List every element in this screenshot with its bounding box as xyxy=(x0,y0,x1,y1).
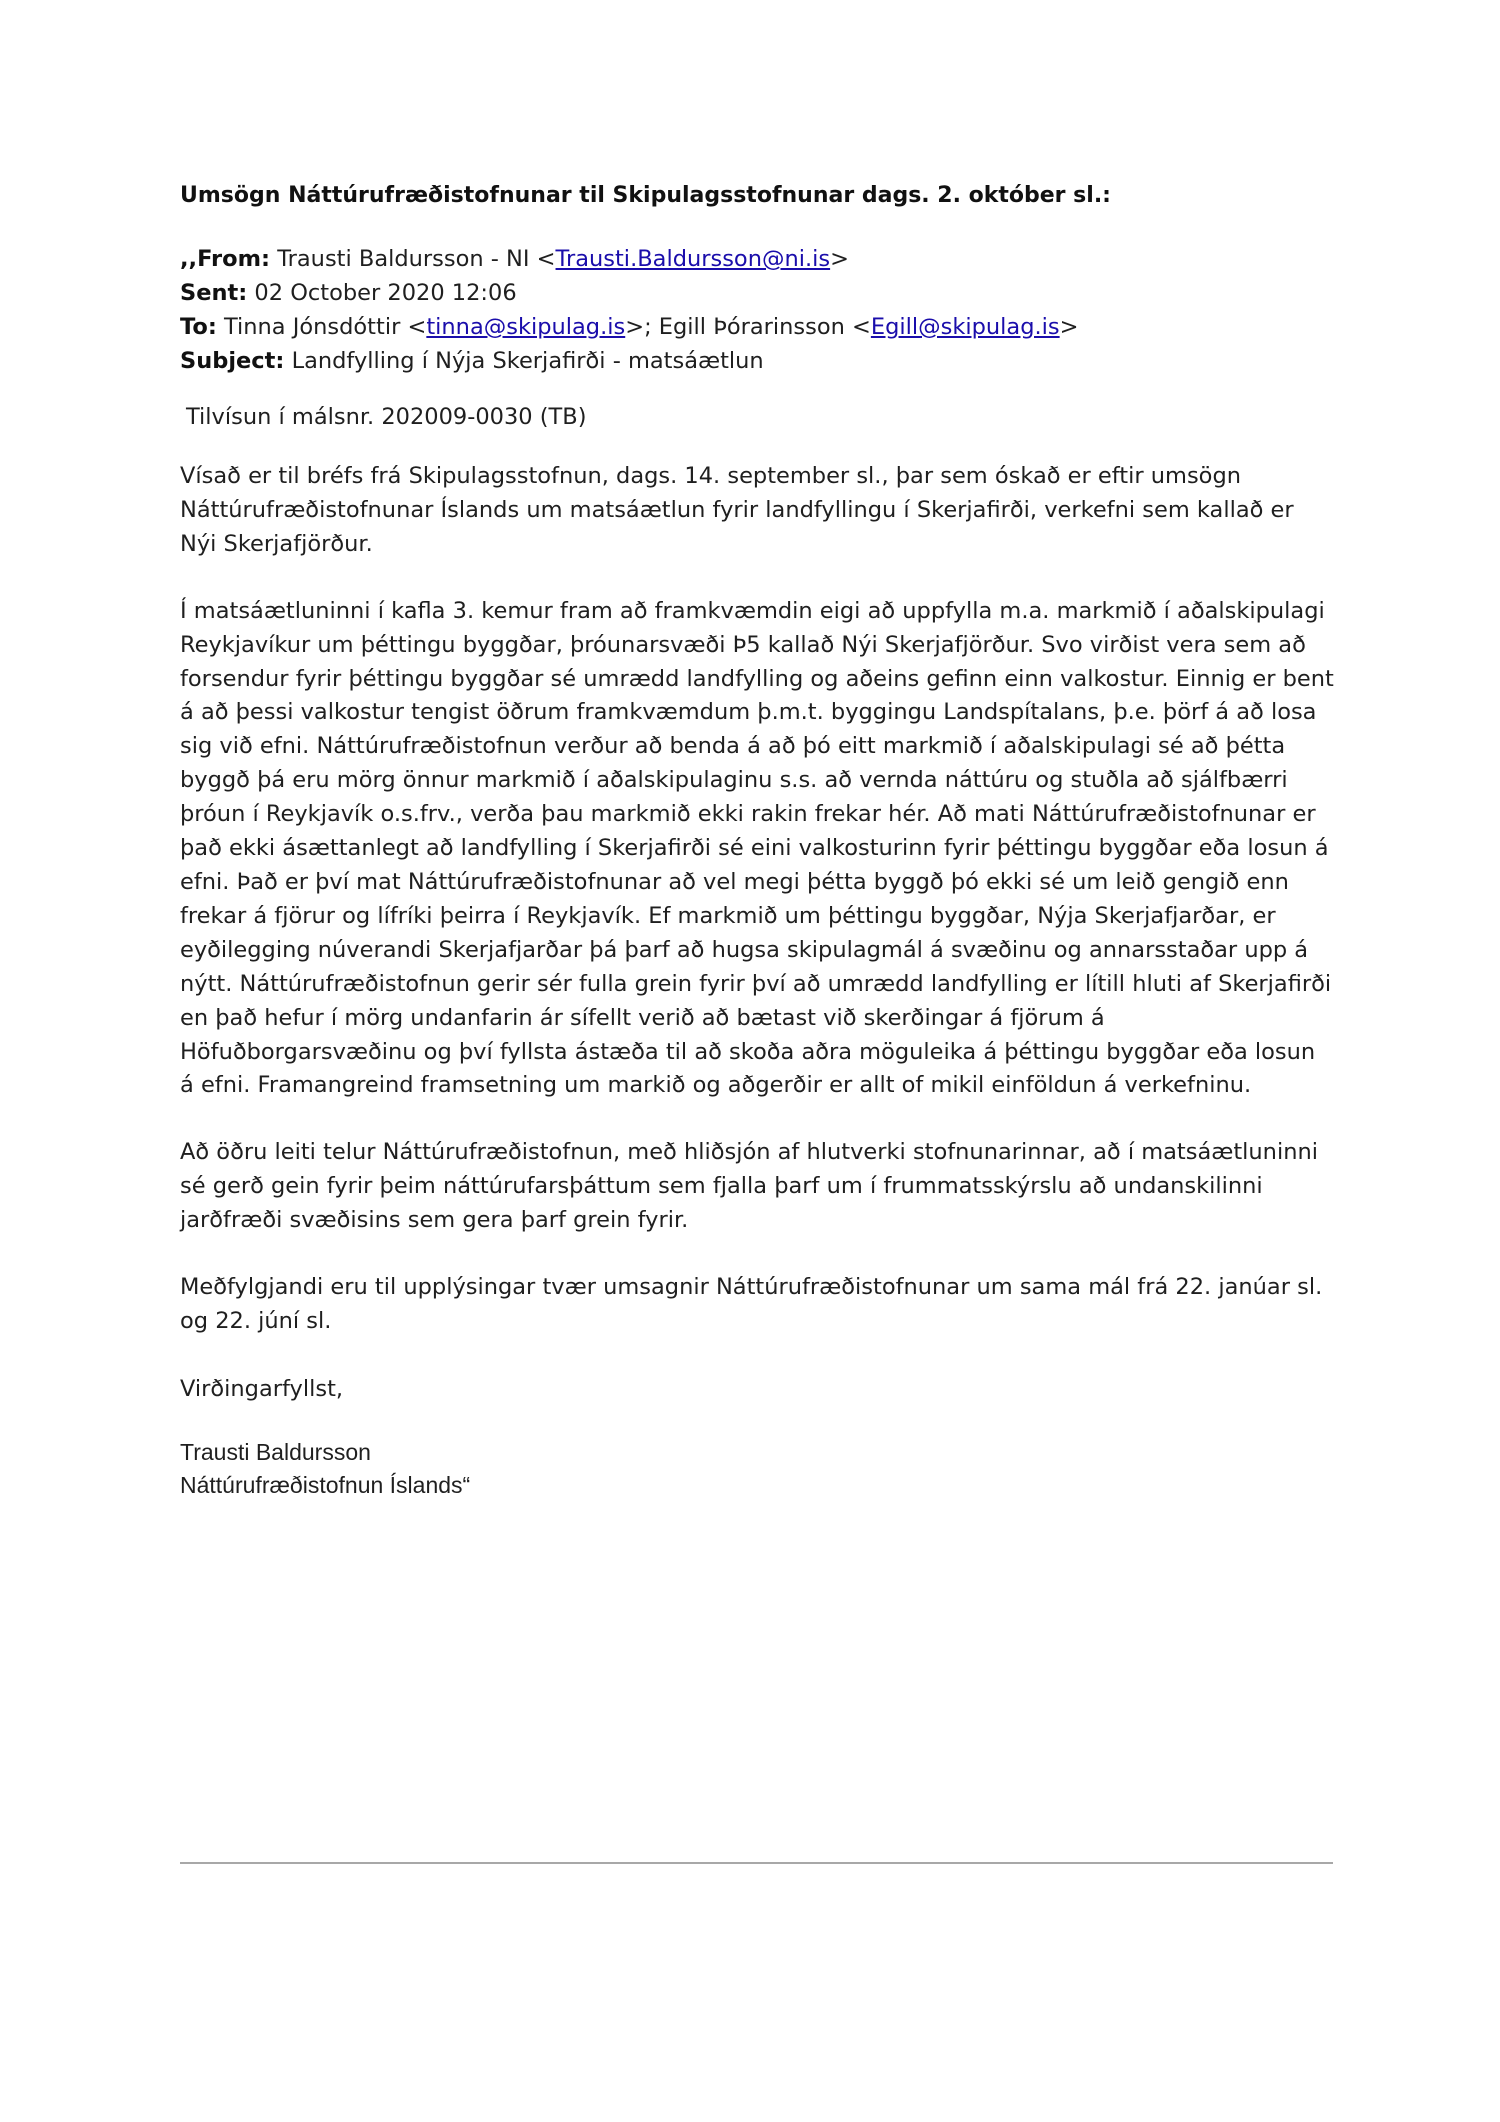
to-between: >; Egill Þórarinsson < xyxy=(625,314,871,340)
email-sent-line xyxy=(180,276,1335,310)
sent-label: Sent: xyxy=(180,280,248,306)
bottom-divider xyxy=(180,1862,1333,1864)
letter-page xyxy=(180,180,1335,1502)
letter-heading: Umsögn Náttúrufræðistofnunar til Skipulagsstofnunar dags. 2. október sl.: xyxy=(180,183,1111,208)
email-to-line xyxy=(180,310,1335,344)
to-email-link-2[interactable]: Egill@skipulag.is xyxy=(870,314,1060,340)
to-email-link-1[interactable]: tinna@skipulag.is xyxy=(426,314,626,340)
email-subject-line xyxy=(180,344,1335,378)
from-prefix: ,, xyxy=(180,246,198,272)
signature-name: Trausti Baldursson xyxy=(180,1438,371,1465)
signature-org: Náttúrufræðistofnun Íslands“ xyxy=(180,1471,471,1498)
from-email-link[interactable]: Trausti.Baldursson@ni.is xyxy=(555,246,831,272)
body-paragraph-4: Meðfylgjandi eru til upplýsingar tvær umsagnir Náttúrufræðistofnunar um sama mál frá 22. janúar sl. og 22. júní sl. xyxy=(180,1274,1323,1334)
signature-block xyxy=(180,1436,1335,1502)
to-suffix: > xyxy=(1059,314,1079,340)
body-paragraph-2: Í matsáætluninni í kafla 3. kemur fram að framkvæmdin eigi að uppfylla m.a. markmið í aðalskipulagi Reykjavíkur um þéttingu byggðar, þróunarsvæði Þ5 kallað Nýi Skerjafjörður. Svo virðist vera sem að forsendur fyrir þéttingu byggðar sé umrædd landfylling og aðeins gefinn einn valkostur. Einnig er bent á að þessi valkostur tengist öðrum framkvæmdum þ.m.t. byggingu Landspítalans, þ.e. þörf á að losa sig við efni. Náttúrufræðistofnun verður að benda á að þó eitt markmið í aðalskipulagi sé að þétta byggð þá eru mörg önnur markmið í aðalskipulaginu s.s. að vernda náttúru og stuðla að sjálfbærri þróun í Reykjavík o.s.frv., verða þau markmið ekki rakin frekar hér. Að mati Náttúrufræðistofnunar er það ekki ásættanlegt að landfylling í Skerjafirði sé eini valkosturinn fyrir þéttingu byggðar eða losun á efni. Það er því mat Náttúrufræðistofnunar að vel megi þétta byggð þó ekki sé um leið gengið enn frekar á fjörur og lífríki þeirra í Reykjavík. Ef markmið um þéttingu byggðar, Nýja Skerjafjarðar, er eyðilegging núverandi Skerjafjarðar þá þarf að hugsa skipulagmál á svæðinu og annarsstaðar upp á nýtt. Náttúrufræðistofnun gerir sér fulla grein fyrir því að umrædd landfylling er lítill hluti af Skerjafirði en það hefur í mörg undanfarin ár sífellt verið að bætast við skerðingar á fjörum á Höfuðborgarsvæðinu og því fyllsta ástæða til að skoða aðra möguleika á þéttingu byggðar eða losun á efni. Framangreind framsetning um markið og aðgerðir er allt of mikil einföldun á verkefninu. xyxy=(180,597,1334,1099)
email-header xyxy=(180,242,1335,378)
subject-label: Subject: xyxy=(180,348,285,374)
case-reference: Tilvísun í málsnr. 202009-0030 (TB) xyxy=(186,404,587,430)
from-name: Trausti Baldursson - NI < xyxy=(277,246,556,272)
from-suffix: > xyxy=(830,246,849,272)
closing-salutation: Virðingarfyllst, xyxy=(180,1375,344,1402)
email-from-line xyxy=(180,242,1335,276)
to-name-1: Tinna Jónsdóttir < xyxy=(223,314,427,340)
sent-value: 02 October 2020 12:06 xyxy=(254,280,517,306)
body-paragraph-1: Vísað er til bréfs frá Skipulagsstofnun, dags. 14. september sl., þar sem óskað er eftir umsögn Náttúrufræðistofnunar Íslands um matsáætlun fyrir landfyllingu í Skerjafirði, verkefni sem kallað er Nýi Skerjafjörður. xyxy=(180,463,1294,557)
body-paragraph-3: Að öðru leiti telur Náttúrufræðistofnun, með hliðsjón af hlutverki stofnunarinnar, að í matsáætluninni sé gerð gein fyrir þeim náttúrufarsþáttum sem fjalla þarf um í frummatsskýrslu að undanskilinni jarðfræði svæðisins sem gera þarf grein fyrir. xyxy=(180,1139,1318,1234)
from-label: From: xyxy=(197,246,271,272)
subject-value: Landfylling í Nýja Skerjafirði - matsáætlun xyxy=(291,348,764,374)
to-label: To: xyxy=(180,314,217,340)
